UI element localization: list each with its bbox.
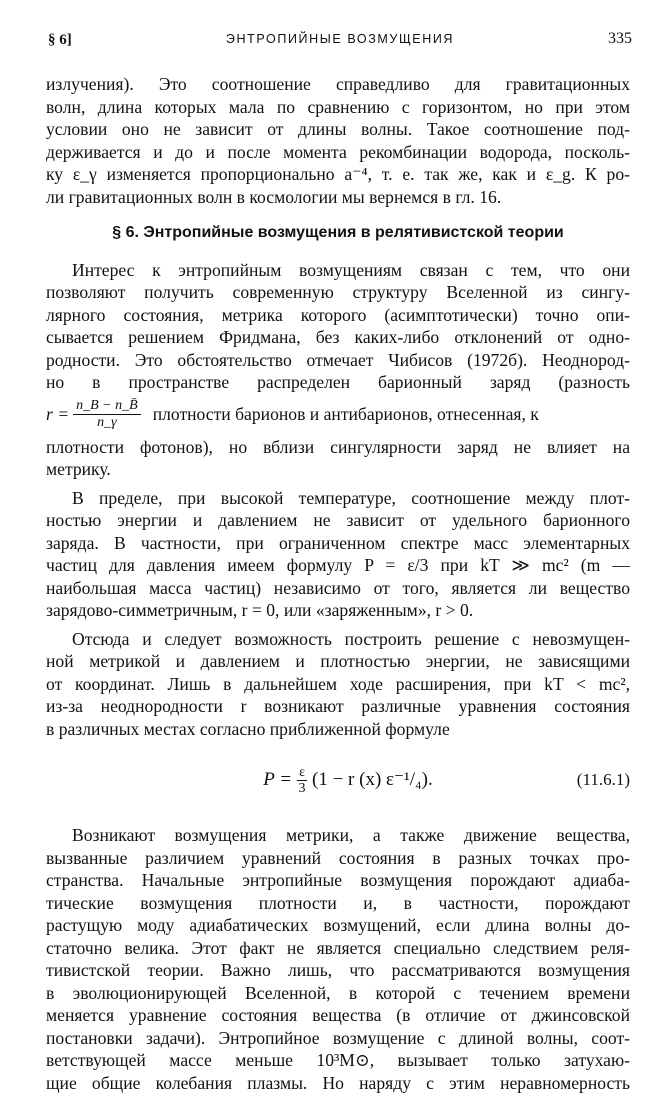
text-line: наибольшая масса частиц) независимо от того, является ли вещество [46, 577, 630, 600]
paragraph-2 [46, 487, 630, 622]
text-line: излучения). Это соотношение справедливо для гравитационных [46, 73, 630, 96]
text-line: статочно велика. Этот факт не является специально следствием реля- [46, 937, 630, 960]
fraction-denominator: n_γ [97, 415, 117, 431]
equation-formula [46, 765, 540, 796]
text-line: Возникают возмущения метрики, а также движение вещества, [46, 824, 630, 847]
text-line: В пределе, при высокой температуре, соотношение между плот- [46, 487, 630, 510]
text-line: Отсюда и следует возможность построить решение с невозмущен- [46, 628, 630, 651]
text-line: странства. Начальные энтропийные возмущения порождают адиаба- [46, 869, 630, 892]
text-line: родности. Это обстоятельство отмечает Чибисов (1972б). Неоднород- [46, 349, 630, 372]
text-line: ной метрикой и давлением и плотностью энергии, не зависящими [46, 650, 630, 673]
text-line: позволяют получить современную структуру Вселенной из сингу- [46, 281, 630, 304]
text-line: но в пространстве распределен барионный заряд (разность [46, 371, 630, 394]
fraction-lhs [46, 398, 145, 431]
page-body [46, 73, 630, 1094]
fraction-lhs-symbol: r = [46, 403, 69, 426]
text-line: ку ε_γ изменяется пропорционально a⁻⁴, т. е. так же, как и ε_g. К ро- [46, 163, 630, 186]
text-line: растущую моду адиабатических возмущений, если длина волны до- [46, 914, 630, 937]
text-line: из-за неоднородности r возникают различные уравнения состояния [46, 695, 630, 718]
fraction-line [46, 394, 630, 436]
equation-fraction-numerator: ε [297, 765, 307, 781]
text-line: сывается решением Фридмана, без каких-либо отклонений от одно- [46, 326, 630, 349]
running-header [48, 30, 632, 52]
paragraph-4 [46, 824, 630, 1094]
equation-rhs: (1 − r (x) ε⁻¹/₄). [312, 769, 433, 792]
text-line: частиц для давления имеем формулу P = ε/3 при kT ≫ mc² (m — [46, 554, 630, 577]
equation-number: (11.6.1) [540, 769, 630, 792]
text-line: от координат. Лишь в дальнейшем ходе расширения, при kT < mc², [46, 673, 630, 696]
text-line: вызванные различием уравнений состояния в разных точках про- [46, 847, 630, 870]
text-line: постановки задачи). Энтропийное возмущение с длиной волны, соот- [46, 1027, 630, 1050]
text-line: метрику. [46, 458, 630, 481]
text-line: волн, длина которых мала по сравнению с горизонтом, но при этом [46, 96, 630, 119]
header-title: ЭНТРОПИЙНЫЕ ВОЗМУЩЕНИЯ [48, 32, 632, 46]
intro-paragraph [46, 73, 630, 208]
text-line: зарядово-симметричным, r = 0, или «заряженным», r > 0. [46, 599, 630, 622]
text-line: заряда. В частности, при ограниченном спектре масс элементарных [46, 532, 630, 555]
fraction-numerator: n_B − n_B̄ [73, 398, 141, 415]
text-line: плотности фотонов), но вблизи сингулярности заряд не влияет на [46, 436, 630, 459]
text-line: ностью энергии и давлением не зависит от удельного барионного [46, 509, 630, 532]
fraction-line-text: плотности барионов и антибарионов, отнесенная, к [145, 403, 630, 426]
equation-fraction-denominator: 3 [299, 781, 306, 796]
baryon-fraction [73, 398, 141, 431]
text-line: в эволюционирующей Вселенной, в которой с течением времени [46, 982, 630, 1005]
text-line: щие общие колебания плазмы. Но наряду с этим неравномерность [46, 1072, 630, 1094]
page-number: 335 [608, 30, 632, 48]
text-line: условии оно не зависит от длины волны. Такое соотношение под- [46, 118, 630, 141]
header-section-ref: § 6] [48, 32, 72, 49]
text-line: ли гравитационных волн в космологии мы вернемся в гл. 16. [46, 186, 630, 209]
text-line: тивистской теории. Важно лишь, что рассматриваются возмущения [46, 959, 630, 982]
paragraph-1 [46, 259, 630, 481]
text-line: в различных местах согласно приближенной формуле [46, 718, 630, 741]
text-line: держивается и до и после момента рекомбинации водорода, посколь- [46, 141, 630, 164]
text-line: Интерес к энтропийным возмущениям связан с тем, что они [46, 259, 630, 282]
text-line: лярного состояния, метрика которого (асимптотически) точно опи- [46, 304, 630, 327]
paragraph-3 [46, 628, 630, 741]
equation-fraction [297, 765, 307, 796]
text-line: тические возмущения плотности и, в частности, порождают [46, 892, 630, 915]
equation-11-6-1 [46, 760, 630, 800]
text-line: ветствующей массе меньше 10³M⊙, вызывает только затухаю- [46, 1049, 630, 1072]
section-heading: § 6. Энтропийные возмущения в релятивистской теории [46, 222, 630, 245]
text-line: меняется уравнение состояния вещества (в отличие от джинсовской [46, 1004, 630, 1027]
equation-lhs: P = [263, 769, 292, 792]
